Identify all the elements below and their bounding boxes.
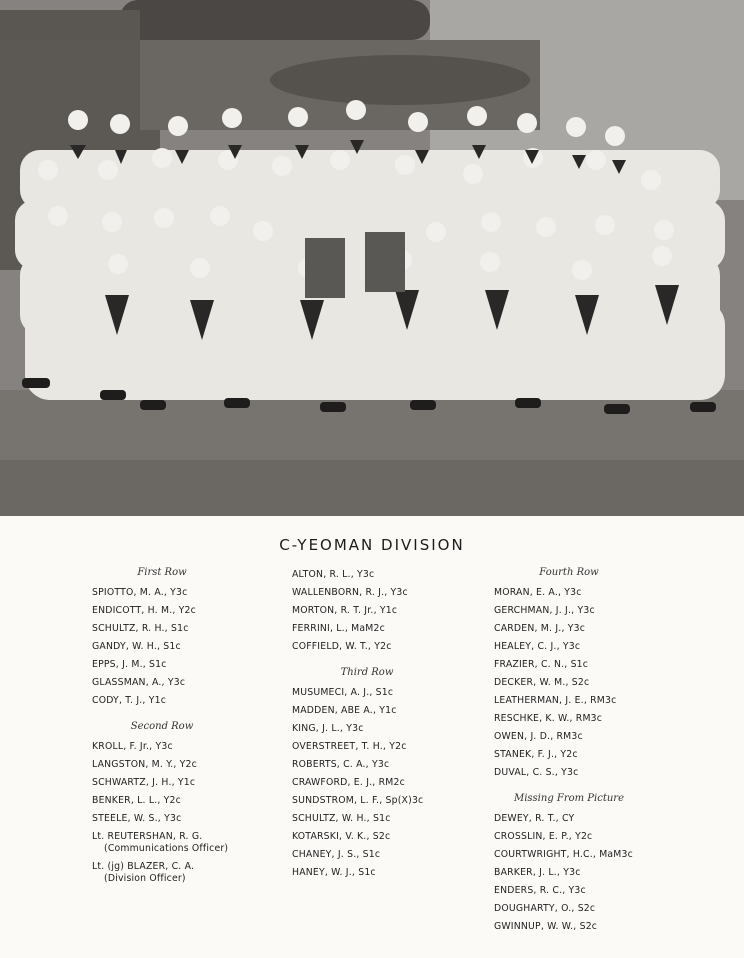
roster-entry: MORTON, R. T. Jr., Y1c: [292, 605, 398, 616]
roster-entry: STEELE, W. S., Y3c: [92, 813, 182, 824]
roster-entry: GANDY, W. H., S1c: [92, 641, 181, 652]
roster-entry: OWEN, J. D., RM3c: [494, 731, 583, 742]
roster-entry: GERCHMAN, J. J., Y3c: [494, 605, 595, 616]
roster-entry: MUSUMECI, A. J., S1c: [292, 687, 394, 698]
roster-entry: GLASSMAN, A., Y3c: [92, 677, 186, 688]
roster-entry: SUNDSTROM, L. F., Sp(X)3c: [292, 795, 424, 806]
roster-entry: MORAN, E. A., Y3c: [494, 587, 582, 598]
section-heading: Third Row: [340, 667, 394, 678]
officer-name: Lt. (jg) BLAZER, C. A.: [92, 861, 195, 872]
roster-entry: OVERSTREET, T. H., Y2c: [292, 741, 407, 752]
roster-entry: SPIOTTO, M. A., Y3c: [92, 587, 188, 598]
roster-entry: FERRINI, L., MaM2c: [292, 623, 385, 634]
section-heading: Missing From Picture: [513, 793, 624, 804]
roster-entry: EPPS, J. M., S1c: [92, 659, 167, 670]
roster-entry: GWINNUP, W. W., S2c: [494, 921, 598, 932]
officer-entry: [92, 861, 232, 885]
roster-column-2: [292, 566, 442, 882]
roster-entry: SCHULTZ, R. H., S1c: [92, 623, 189, 634]
roster-entry: STANEK, F. J., Y2c: [494, 749, 578, 760]
roster-entry: ENDERS, R. C., Y3c: [494, 885, 586, 896]
roster-entry: KING, J. L., Y3c: [292, 723, 364, 734]
roster-entry: ALTON, R. L., Y3c: [292, 569, 375, 580]
officer-entry: [92, 831, 232, 855]
roster-entry: HEALEY, C. J., Y3c: [494, 641, 581, 652]
section-heading: Fourth Row: [539, 567, 599, 578]
officer-name: Lt. REUTERSHAN, R. G.: [92, 831, 203, 842]
roster-entry: KROLL, F. Jr., Y3c: [92, 741, 173, 752]
roster-entry: ENDICOTT, H. M., Y2c: [92, 605, 196, 616]
roster-entry: SCHULTZ, W. H., S1c: [292, 813, 391, 824]
roster-entry: WALLENBORN, R. J., Y3c: [292, 587, 408, 598]
roster-entry: DECKER, W. M., S2c: [494, 677, 590, 688]
roster-entry: DEWEY, R. T., CY: [494, 813, 575, 824]
officer-role: (Communications Officer): [104, 843, 229, 854]
roster-entry: DOUGHARTY, O., S2c: [494, 903, 596, 914]
roster-entry: BARKER, J. L., Y3c: [494, 867, 581, 878]
roster-entry: LEATHERMAN, J. E., RM3c: [494, 695, 617, 706]
roster-entry: BENKER, L. L., Y2c: [92, 795, 181, 806]
roster-entry: CRAWFORD, E. J., RM2c: [292, 777, 405, 788]
roster-entry: MADDEN, ABE A., Y1c: [292, 705, 397, 716]
roster-entry: CARDEN, M. J., Y3c: [494, 623, 586, 634]
roster-entry: CROSSLIN, E. P., Y2c: [494, 831, 593, 842]
roster-column-1: [92, 566, 232, 891]
roster-entry: FRAZIER, C. N., S1c: [494, 659, 589, 670]
roster-entry: SCHWARTZ, J. H., Y1c: [92, 777, 196, 788]
roster-entry: KOTARSKI, V. K., S2c: [292, 831, 391, 842]
roster-entry: CODY, T. J., Y1c: [92, 695, 167, 706]
roster-entry: CHANEY, J. S., S1c: [292, 849, 381, 860]
roster-entry: COURTWRIGHT, H.C., MaM3c: [494, 849, 633, 860]
section-heading: First Row: [137, 567, 187, 578]
roster-entry: RESCHKE, K. W., RM3c: [494, 713, 603, 724]
roster-entry: HANEY, W. J., S1c: [292, 867, 376, 878]
roster-column-3: [494, 566, 644, 936]
section-heading: Second Row: [130, 721, 194, 732]
roster-entry: COFFIELD, W. T., Y2c: [292, 641, 392, 652]
roster-entry: LANGSTON, M. Y., Y2c: [92, 759, 197, 770]
page-title: C-YEOMAN DIVISION: [279, 536, 465, 554]
officer-role: (Division Officer): [104, 873, 186, 884]
roster-entry: DUVAL, C. S., Y3c: [494, 767, 579, 778]
roster-entry: ROBERTS, C. A., Y3c: [292, 759, 390, 770]
